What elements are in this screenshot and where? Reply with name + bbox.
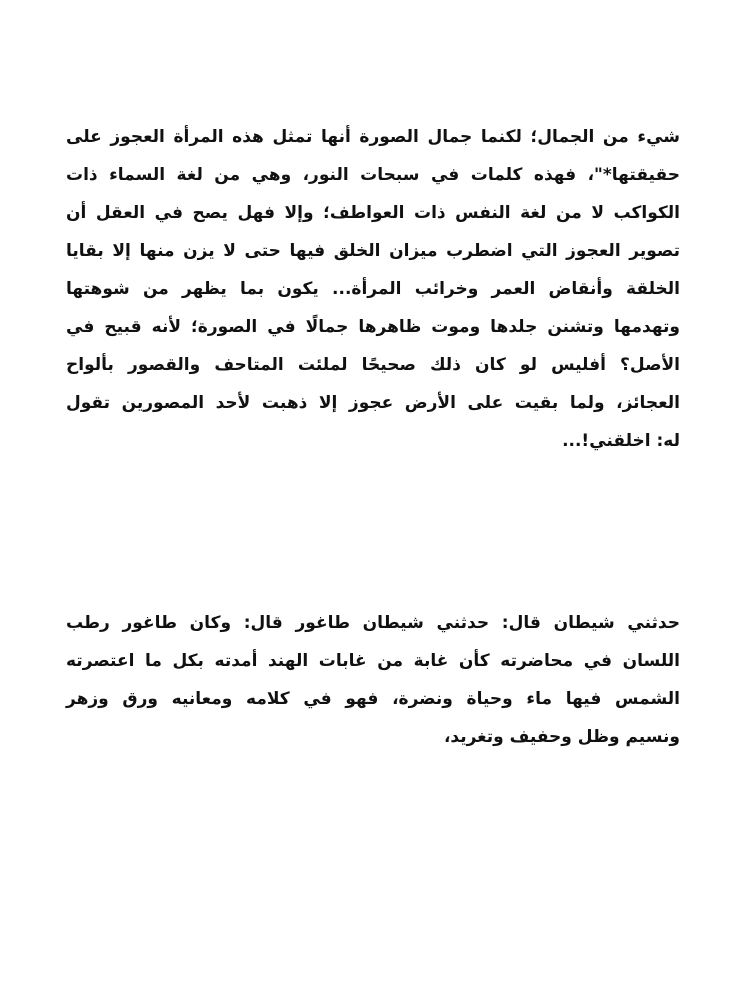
text-line: الشمس فيها ماء وحياة ونضرة، فهو في كلامه ومعانيه ورق وزهر: [66, 689, 680, 709]
text-line: الأصل؟ أفليس لو كان ذلك صحيحًا لملئت المتاحف والقصور بألواح: [66, 355, 680, 375]
paragraph-2: [66, 604, 680, 756]
text-line: تصوير العجوز التي اضطرب ميزان الخلق فيها حتى لا يزن منها إلا بقايا: [66, 241, 680, 261]
text-line: حقيقتها*"، فهذه كلمات في سبحات النور، وهي من لغة السماء ذات: [66, 165, 680, 185]
text-line: له: اخلقني!...: [562, 431, 680, 451]
text-line: ونسيم وظل وحفيف وتغريد،: [443, 727, 680, 747]
text-line: الخلقة وأنقاض العمر وخرائب المرأة... يكون بما يظهر من شوهتها: [66, 279, 680, 299]
text-line: وتهدمها وتشنن جلدها وموت ظاهرها جمالًا في الصورة؛ لأنه قبيح في: [66, 317, 680, 337]
paragraph-1: [66, 118, 680, 460]
text-line: شيء من الجمال؛ لكنما جمال الصورة أنها تمثل هذه المرأة العجوز على: [66, 127, 680, 147]
text-line: الكواكب لا من لغة النفس ذات العواطف؛ وإلا فهل يصح في العقل أن: [66, 203, 680, 223]
text-line: العجائز، ولما بقيت على الأرض عجوز إلا ذهبت لأحد المصورين تقول: [66, 393, 680, 413]
text-line: اللسان في محاضرته كأن غابة من غابات الهند أمدته بكل ما اعتصرته: [66, 651, 680, 671]
text-line: حدثني شيطان قال: حدثني شيطان طاغور قال: وكان طاغور رطب: [66, 613, 680, 633]
